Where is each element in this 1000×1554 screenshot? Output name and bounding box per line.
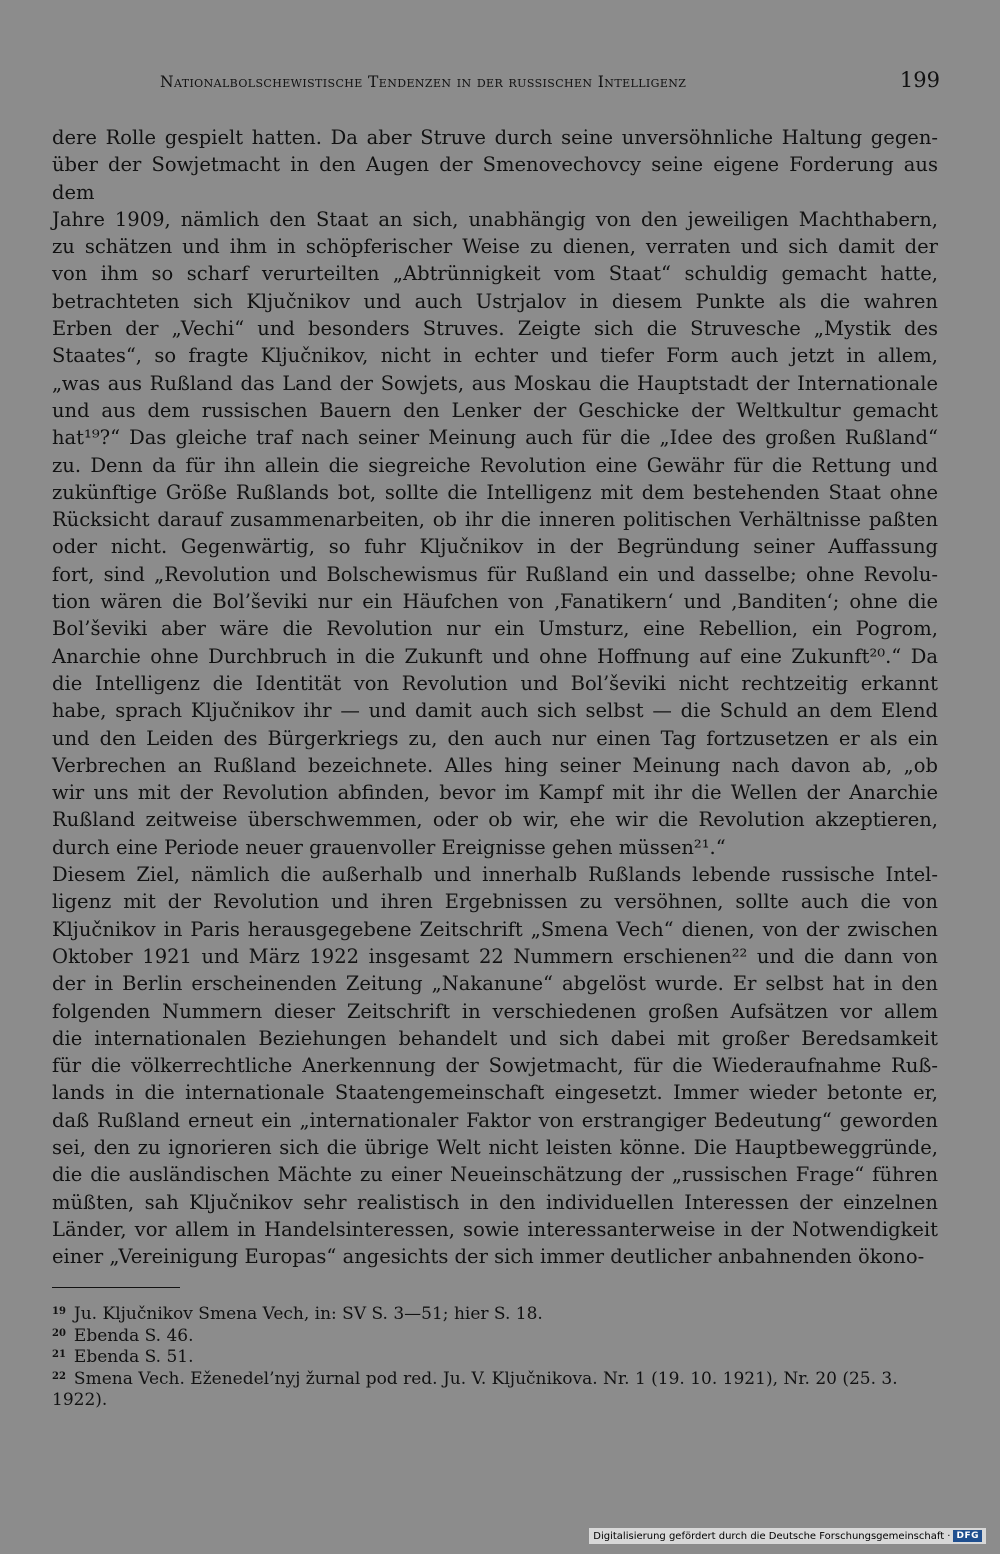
text-line: die die ausländischen Mächte zu einer Neueinschätzung der „russischen Frage“ führen (52, 1163, 938, 1187)
text-line: wir uns mit der Revolution abfinden, bevor im Kampf mit ihr die Wellen der Anarchie (52, 781, 938, 805)
text-line: Erben der „Vechi“ und besonders Struves. Zeigte sich die Struvesche „Mystik des (52, 317, 938, 341)
footnotes (52, 1304, 938, 1412)
dfg-logo: DFG (953, 1530, 982, 1542)
text-line: ligenz mit der Revolution und ihren Ergebnissen zu versöhnen, sollte auch die von (52, 890, 938, 914)
footnote-mark: 22 (52, 1370, 66, 1382)
footnote-mark: 20 (52, 1327, 66, 1339)
footnote (52, 1347, 938, 1369)
footnote (52, 1326, 938, 1348)
footnote-text: Ju. Ključnikov Smena Vech, in: SV S. 3—51; hier S. 18. (73, 1304, 543, 1324)
text-line: zu. Denn da für ihn allein die siegreiche Revolution eine Gewähr für die Rettung und (52, 453, 938, 477)
page-header (160, 68, 940, 92)
text-line: folgenden Nummern dieser Zeitschrift in verschiedenen großen Aufsätzen vor allem (52, 999, 938, 1023)
footnote-text: Ebenda S. 51. (73, 1347, 194, 1367)
text-line: von ihm so scharf verurteilten „Abtrünnigkeit vom Staat“ schuldig gemacht hatte, (52, 262, 938, 286)
footnote (52, 1369, 938, 1412)
text-line: Länder, vor allem in Handelsinteressen, sowie interessanterweise in der Notwendigkeit (52, 1217, 938, 1241)
text-line: Diesem Ziel, nämlich die außerhalb und innerhalb Rußlands lebende russische Intel- (52, 863, 938, 887)
text-line: zu schätzen und ihm in schöpferischer Weise zu dienen, verraten und sich damit der (52, 235, 938, 259)
text-line: Ključnikov in Paris herausgegebene Zeitschrift „Smena Vech“ dienen, von der zwischen (52, 917, 938, 941)
credit-text: Digitalisierung gefördert durch die Deutsche Forschungsgemeinschaft · (593, 1530, 951, 1542)
text-line: oder nicht. Gegenwärtig, so fuhr Ključnikov in der Begründung seiner Auffassung (52, 535, 938, 559)
footnote-mark: 19 (52, 1306, 66, 1317)
footnote-rule (52, 1287, 180, 1288)
text-line: zukünftige Größe Rußlands bot, sollte die Intelligenz mit dem bestehenden Staat ohne (52, 480, 938, 504)
text-line: „was aus Rußland das Land der Sowjets, aus Moskau die Hauptstadt der Internationale (52, 371, 938, 395)
text-line: fort, sind „Revolution und Bolschewismus für Rußland ein und dasselbe; ohne Revolu- (52, 562, 938, 586)
page-number: 199 (899, 68, 940, 92)
text-line: hat¹⁹?“ Das gleiche traf nach seiner Meinung auch für die „Idee des großen Rußland“ (52, 426, 938, 450)
text-line: tion wären die Bol’ševiki nur ein Häufchen von ‚Fanatikern‘ und ‚Banditen‘; ohne die (52, 590, 938, 614)
footnote-text: Smena Vech. Eženedel’nyj žurnal pod red. Ju. V. Ključnikova. Nr. 1 (19. 10. 1921), Nr. 20 (25. 3. 1922). (52, 1368, 898, 1410)
text-line: lands in die internationale Staatengemeinschaft eingesetzt. Immer wieder betonte er, (52, 1081, 938, 1105)
text-line: Jahre 1909, nämlich den Staat an sich, unabhängig von den jeweiligen Machthabern, (52, 207, 938, 231)
text-line: für die völkerrechtliche Anerkennung der Sowjetmacht, für die Wiederaufnahme Ruß- (52, 1054, 938, 1078)
text-line: und den Leiden des Bürgerkriegs zu, den auch nur einen Tag fortzusetzen er als ein (52, 726, 938, 750)
digitization-credit (589, 1528, 986, 1544)
text-line: Rußland zeitweise überschwemmen, oder ob wir, ehe wir die Revolution akzeptieren, (52, 808, 938, 832)
footnote-mark: 21 (52, 1349, 66, 1360)
text-line: einer „Vereinigung Europas“ angesichts der sich immer deutlicher anbahnenden ökono- (52, 1245, 925, 1269)
text-line: durch eine Periode neuer grauenvoller Ereignisse gehen müssen²¹.“ (52, 835, 726, 859)
text-line: der in Berlin erscheinenden Zeitung „Nakanune“ abgelöst wurde. Er selbst hat in den (52, 972, 938, 996)
text-line: Verbrechen an Rußland bezeichnete. Alles hing seiner Meinung nach davon ab, „ob (52, 753, 938, 777)
text-line: Oktober 1921 und März 1922 insgesamt 22 Nummern erschienen²² und die dann von (52, 944, 938, 968)
text-line: Bol’ševiki aber wäre die Revolution nur ein Umsturz, eine Rebellion, ein Pogrom, (52, 617, 938, 641)
text-line: dere Rolle gespielt hatten. Da aber Struve durch seine unversöhnliche Haltung gegen- (52, 126, 938, 149)
running-head: Nationalbolschewistische Tendenzen in der russischen Intelligenz (160, 73, 687, 91)
footnote-text: Ebenda S. 46. (73, 1325, 194, 1346)
text-line: sei, den zu ignorieren sich die übrige Welt nicht leisten könne. Die Hauptbeweggründe, (52, 1135, 938, 1159)
text-line: und aus dem russischen Bauern den Lenker der Geschicke der Weltkultur gemacht (52, 398, 938, 422)
footnote (52, 1304, 938, 1326)
text-line: die Intelligenz die Identität von Revolution und Bol’ševiki nicht rechtzeitig erkannt (52, 671, 938, 695)
text-line: habe, sprach Ključnikov ihr — und damit auch sich selbst — die Schuld an dem Elend (52, 699, 938, 723)
text-line: Rücksicht darauf zusammenarbeiten, ob ihr die inneren politischen Verhältnisse paßten (52, 508, 938, 532)
text-line: die internationalen Beziehungen behandelt und sich dabei mit großer Beredsamkeit (52, 1026, 938, 1050)
text-line: betrachteten sich Ključnikov und auch Ustrjalov in diesem Punkte als die wahren (52, 289, 938, 313)
text-line: daß Rußland erneut ein „internationaler Faktor von erstrangiger Bedeutung“ geworden (52, 1108, 938, 1132)
text-line: über der Sowjetmacht in den Augen der Smenovechovcy seine eigene Forderung aus dem (52, 153, 938, 204)
text-line: Anarchie ohne Durchbruch in die Zukunft und ohne Hoffnung auf eine Zukunft²⁰.“ Da (52, 644, 938, 668)
text-line: müßten, sah Ključnikov sehr realistisch in den individuellen Interessen der einzelnen (52, 1190, 938, 1214)
body-text (52, 124, 938, 1270)
text-line: Staates“, so fragte Ključnikov, nicht in echter und tiefer Form auch jetzt in allem, (52, 344, 938, 368)
